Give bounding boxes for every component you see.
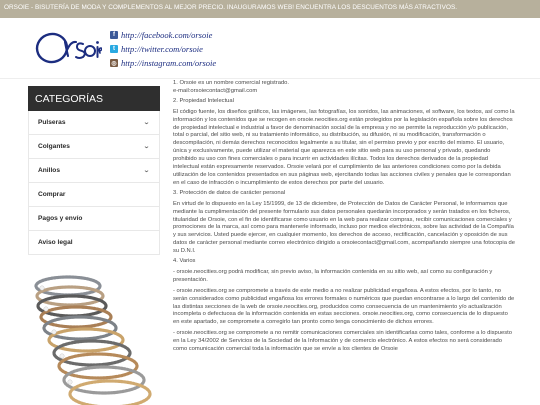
instagram-icon: ◎ — [111, 60, 117, 67]
section-4-paragraph-1: - orsoie.neocities.org podrá modificar, sin previo aviso, la información contenida en su sitio web, así como su configuración y presentación. — [173, 268, 493, 283]
sidebar-item-label: Pulseras — [38, 119, 66, 126]
sidebar-item-anillos[interactable] — [28, 159, 160, 183]
section-1-title: 1. Orsoie es un nombre comercial registrado. — [173, 80, 289, 86]
chevron-down-icon[interactable]: ⌄ — [143, 168, 150, 174]
contact-email: e-mail:orsoiecontact@gmail.com — [173, 87, 258, 94]
section-2-paragraph: El código fuente, los diseños gráficos, las imágenes, las fotografías, los sonidos, las animaciones, el software, los textos, así como la información y los contenidos que se recogen en orsoie.neocities.org están protegidos por la legislación española sobre los derechos de propiedad intelectual e industrial a favor de denominación social de la empresa y no se permite la reproducción y/o publicación, total o parcial, del sitio web, ni su tratamiento informático, su distribución, su difusión, ni su modificación, transformación o descompilación, ni demás derechos reconocidos legalmente a su titular, sin el permiso previo y por escrito del mismo. El usuario, única y exclusivamente, puede utilizar el material que aparezca en este sitio web para su uso personal y privado, quedando prohibido su uso con fines comerciales o para incurrir en actividades ilícitas. Todos los derechos derivados de la propiedad intelectual están expresamente reservados. Orsoie velará por el cumplimiento de las anteriores condiciones como por la debida utilización de los contenidos presentados en sus páginas web, ejercitando todas las acciones civiles y penales que le correspondan en el caso de infracción o incumplimiento de estos derechos por parte del usuario. — [173, 108, 515, 186]
chevron-down-icon[interactable]: ⌄ — [143, 120, 150, 126]
sidebar-item-comprar[interactable] — [28, 183, 160, 207]
social-row-twitter[interactable] — [110, 42, 216, 56]
sidebar-item-label: Anillos — [38, 167, 60, 174]
orsoie-logo[interactable] — [34, 26, 102, 70]
social-row-facebook[interactable] — [110, 28, 216, 42]
section-4-paragraph-3: - orsoie.neocities.org se compromete a no remitir comunicaciones comerciales sin identificarlas como tales, conforme a lo dispuesto en la Ley 34/2002 de Servicios de la Sociedad de la Información y de comercio electrónico. A estos efectos no será considerado como comunicación comercial toda la información que se envíe a los clientes de Orsoie — [173, 330, 512, 353]
social-row-instagram[interactable] — [110, 56, 216, 70]
section-4-title: 4. Varios — [173, 258, 196, 265]
social-links — [110, 28, 216, 70]
facebook-link[interactable]: http://facebook.com/orsoie — [121, 30, 213, 40]
section-3-title: 3. Protección de datos de carácter personal — [173, 189, 286, 196]
announcement-text: ORSOIE - BISUTERÍA DE MODA Y COMPLEMENTOS AL MEJOR PRECIO. INAUGURAMOS WEB! ENCUENTRA LOS DESCUENTOS MÁS ATRACTIVOS. — [4, 4, 458, 11]
section-2-title: 2. Propiedad Intelectual — [173, 97, 234, 104]
sidebar-item-label: Comprar — [38, 191, 66, 198]
twitter-link[interactable]: http://twitter.com/orsoie — [121, 44, 203, 54]
sidebar-item-label: Aviso legal — [38, 239, 73, 246]
sidebar-item-label: Colgantes — [38, 143, 70, 150]
bracelets-product-image[interactable] — [28, 264, 160, 405]
facebook-icon: f — [110, 31, 118, 39]
sidebar-item-pulseras[interactable] — [28, 111, 160, 135]
categories-sidebar — [28, 86, 160, 255]
chevron-down-icon[interactable]: ⌄ — [143, 144, 150, 150]
sidebar-item-colgantes[interactable] — [28, 135, 160, 159]
section-3-paragraph: En virtud de lo dispuesto en la Ley 15/1999, de 13 de diciembre, de Protección de Datos de Carácter Personal, le informamos que mediante la cumplimentación del presente formulario sus datos personales quedarán incorporados y serán tratados en los ficheros, titularidad de Orsoie, con el fin de identificarse como usuario en la web para realizar compras, recibir comunicaciones comerciales y promociones de la marca, así como para mantenerle informado, incluso por medios electrónicos, sobre las actividad de la Compañía y sus servicios. Usted puede ejercer, en cualquier momento, los derechos de acceso, rectificación, cancelación y oposición de sus datos de carácter personal mediante correo electrónico dirigido a orsoiecontact@gmail.com, acompañando siempre una fotocopia de su D.N.I. — [173, 200, 515, 255]
sidebar-item-aviso-legal[interactable] — [28, 231, 160, 255]
twitter-icon: t — [110, 45, 118, 53]
section-4-paragraph-2: - orsoie.neocities.org se compromete a través de este medio a no realizar publicidad engañosa. A estos efectos, por lo tanto, no serán considerados como publicidad engañosa los errores formales o numéricos que puedan encontrarse a lo largo del contenido de las distintas secciones de la web de orsoie.neocities.org, producidos como consecuencia de un mantenimiento y/o actualización incompleta o defectuosa de la información contenida en estas secciones. orsoie.neocities.org, como consecuencia de lo dispuesto en este apartado, se compromete a corregirlo tan pronto como tenga conocimiento de dichos errores. — [173, 287, 515, 326]
instagram-link[interactable]: http://instagram.com/orsoie — [121, 58, 217, 68]
sidebar-item-pagos-envio[interactable] — [28, 207, 160, 231]
top-announcement-bar — [0, 0, 540, 18]
sidebar-title: CATEGORÍAS — [28, 86, 160, 111]
sidebar-item-label: Pagos y envío — [38, 215, 83, 222]
legal-notice-content — [173, 78, 515, 354]
